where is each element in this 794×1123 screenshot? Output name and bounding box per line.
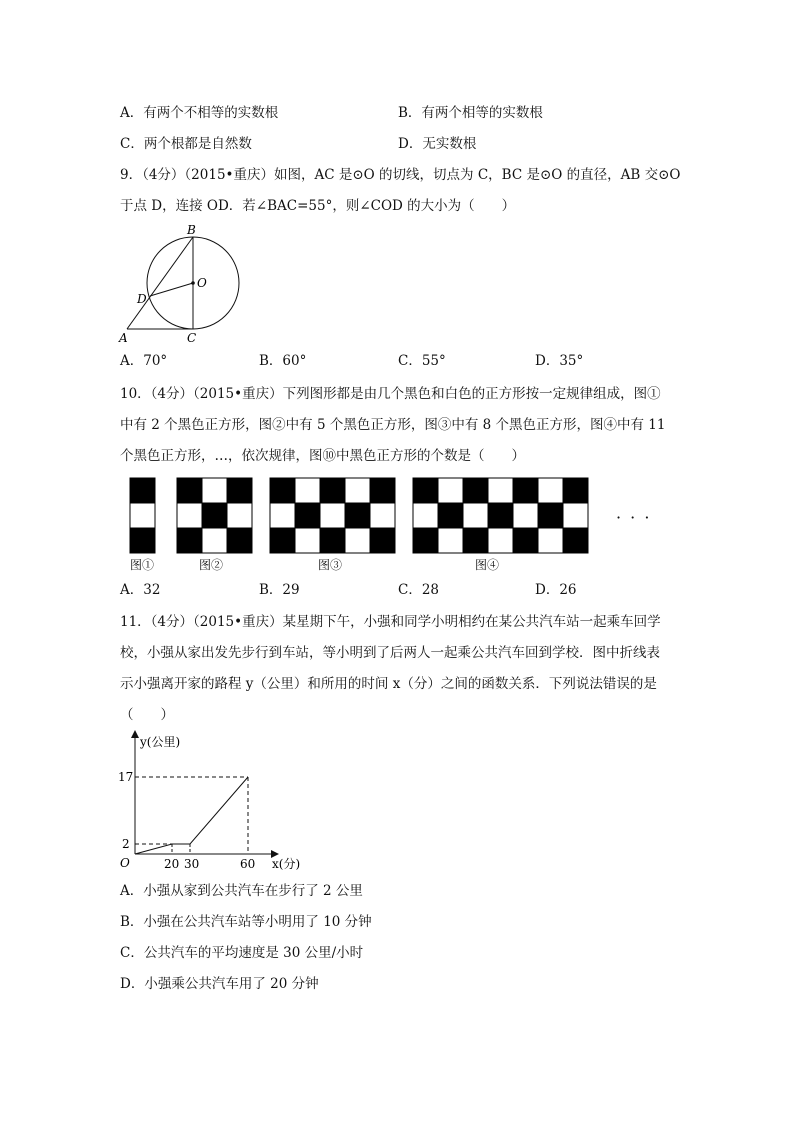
q11-option-b: B．小强在公共汽车站等小明用了 10 分钟: [120, 914, 372, 930]
q9-stem-line-2: 于点 D，连接 OD．若∠BAC=55°，则∠COD 的大小为（ ）: [120, 198, 516, 214]
label-c: C: [187, 331, 197, 345]
x-axis-label: x(分): [272, 857, 301, 871]
white-square: [130, 503, 155, 528]
pattern-figure-4: [413, 478, 588, 553]
q9-stem-line-1: 9．（4分）（2015•重庆）如图，AC 是⊙O 的切线，切点为 C，BC 是⊙O 的直径，AB 交⊙O: [120, 167, 681, 183]
q9-circle-figure: [115, 222, 250, 347]
white-square: [488, 478, 513, 503]
q8-option-a: A．有两个不相等的实数根: [120, 105, 279, 121]
label-o: O: [197, 276, 207, 290]
q10-option-a: A．32: [120, 582, 161, 598]
ytick-2: 2: [122, 837, 130, 851]
black-square: [270, 478, 295, 503]
white-square: [295, 478, 320, 503]
black-square: [130, 528, 155, 553]
center-point: [191, 281, 195, 285]
black-square: [320, 478, 345, 503]
xtick-20: 20: [164, 857, 180, 871]
black-square: [202, 503, 227, 528]
white-square: [177, 503, 202, 528]
pattern-figure-2: [177, 478, 252, 553]
black-square: [488, 503, 513, 528]
black-square: [270, 528, 295, 553]
white-square: [345, 528, 370, 553]
q10-option-b: B．29: [259, 582, 300, 598]
segment-od: [150, 283, 193, 296]
q10-option-d: D．26: [535, 582, 577, 598]
black-square: [320, 528, 345, 553]
q9-option-c: C．55°: [398, 353, 446, 369]
q8-option-c: C．两个根都是自然数: [120, 136, 252, 152]
black-square: [513, 478, 538, 503]
black-square: [413, 478, 438, 503]
white-square: [270, 503, 295, 528]
black-square: [130, 478, 155, 503]
black-square: [438, 503, 463, 528]
label-a: A: [119, 331, 128, 345]
white-square: [227, 503, 252, 528]
q11-stem-line-4: （ ）: [120, 707, 174, 723]
q9-option-a: A．70°: [120, 353, 168, 369]
q11-option-a: A．小强从家到公共汽车在步行了 2 公里: [120, 883, 363, 899]
white-square: [202, 478, 227, 503]
xtick-60: 60: [240, 857, 256, 871]
pattern-figure-3: [270, 478, 395, 553]
xtick-30: 30: [184, 857, 200, 871]
white-square: [538, 528, 563, 553]
black-square: [227, 478, 252, 503]
black-square: [463, 528, 488, 553]
q11-stem-line-3: 示小强离开家的路程 y（公里）和所用的时间 x（分）之间的函数关系．下列说法错误的是: [120, 676, 657, 692]
q8-option-d: D．无实数根: [398, 136, 477, 152]
white-square: [345, 478, 370, 503]
label-d: D: [137, 292, 147, 306]
black-square: [563, 478, 588, 503]
q11-stem-line-1: 11．（4分）（2015•重庆）某星期下午，小强和同学小明相约在某公共汽车站一起乘车回学: [120, 614, 661, 630]
ytick-17: 17: [118, 770, 134, 784]
white-square: [513, 503, 538, 528]
white-square: [438, 478, 463, 503]
q10-stem-line-2: 中有 2 个黑色正方形，图②中有 5 个黑色正方形，图③中有 8 个黑色正方形，图④中有 11: [120, 417, 666, 433]
q9-option-d: D．35°: [535, 353, 584, 369]
q9-option-b: B．60°: [259, 353, 307, 369]
black-square: [413, 528, 438, 553]
q10-option-c: C．28: [398, 582, 440, 598]
caption-fig-2: 图②: [199, 558, 224, 572]
black-square: [513, 528, 538, 553]
black-square: [345, 503, 370, 528]
black-square: [463, 478, 488, 503]
white-square: [488, 528, 513, 553]
black-square: [177, 528, 202, 553]
q11-option-c: C．公共汽车的平均速度是 30 公里/小时: [120, 945, 364, 961]
black-square: [563, 528, 588, 553]
white-square: [563, 503, 588, 528]
pattern-figure-1: [130, 478, 155, 553]
white-square: [538, 478, 563, 503]
black-square: [370, 528, 395, 553]
black-square: [538, 503, 563, 528]
q11-stem-line-2: 校，小强从家出发先步行到车站，等小明到了后两人一起乘公共汽车回到学校．图中折线表: [120, 645, 660, 661]
caption-fig-1: 图①: [130, 558, 155, 572]
white-square: [202, 528, 227, 553]
white-square: [320, 503, 345, 528]
black-square: [295, 503, 320, 528]
black-square: [227, 528, 252, 553]
black-square: [370, 478, 395, 503]
caption-fig-4: 图④: [475, 558, 500, 572]
white-square: [438, 528, 463, 553]
white-square: [463, 503, 488, 528]
q10-pattern-figures: [0, 470, 794, 560]
q11-option-d: D．小强乘公共汽车用了 20 分钟: [120, 976, 319, 992]
black-square: [177, 478, 202, 503]
q10-stem-line-1: 10．（4分）（2015•重庆）下列图形都是由几个黑色和白色的正方形按一定规律组成，图①: [120, 386, 661, 402]
label-b: B: [187, 223, 196, 237]
q10-stem-line-3: 个黑色正方形，…，依次规律，图⑩中黑色正方形的个数是（ ）: [120, 448, 525, 464]
origin-label: O: [120, 856, 130, 870]
q11-distance-time-graph: [110, 730, 320, 870]
caption-fig-3: 图③: [318, 558, 343, 572]
white-square: [370, 503, 395, 528]
q8-option-b: B．有两个相等的实数根: [398, 105, 543, 121]
pattern-ellipsis: · · ·: [616, 508, 652, 527]
distance-polyline: [135, 777, 248, 854]
y-axis-label: y(公里): [140, 735, 181, 749]
white-square: [295, 528, 320, 553]
white-square: [413, 503, 438, 528]
